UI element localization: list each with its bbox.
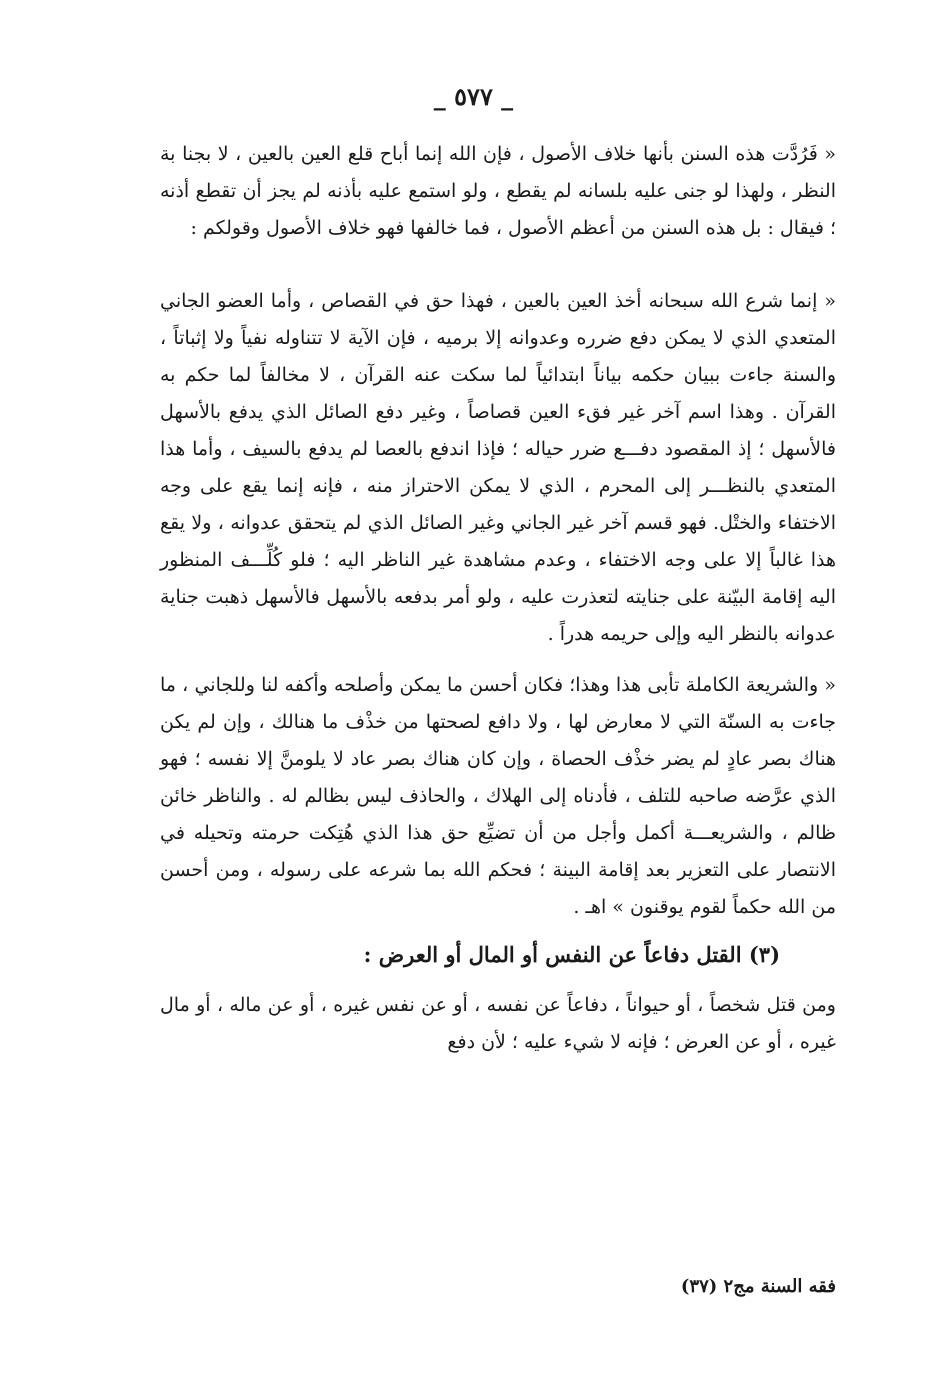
section-paragraph: ومن قتل شخصاً ، أو حيواناً ، دفاعاً عن نفسه ، أو عن نفس غيره ، أو عن ماله ، أو مال غيره ، أو عن العرض ؛ فإنه لا شيء عليه ؛ لأن دفع (160, 994, 836, 1053)
page-number: _ ٥٧٧ _ (433, 82, 514, 111)
section-heading: (٣) القتل دفاعاً عن النفس أو المال أو العرض : (363, 942, 780, 967)
paragraph-1: « فَرُدَّت هذه السنن بأنها خلاف الأصول ، فإن الله إنما أباح قلع العين بالعين ، لا بجنا بة النظر ، ولهذا لو جنى عليه بلسانه لم يقطع ، ولو استمع عليه بأذنه لم يجز أن تقطع أذنه ؛ فيقال : بل هذه السنن من أعظم الأصول ، فما خالفها فهو خلاف الأصول وقولكم : (160, 143, 836, 239)
paragraph-3: « والشريعة الكاملة تأبى هذا وهذا؛ فكان أحسن ما يمكن وأصلحه وأكفه لنا وللجاني ، ما جاءت به السنّة التي لا معارض لها ، ولا دافع لصحتها من خذْف ما هنالك ، وإن لم يكن هناك بصر عادٍ لم يضر خذْف الحصاة ، وإن كان هناك بصر عاد لا يلومنَّ إلا نفسه ؛ فهو الذي عرَّضه صاحبه للتلف ، فأدناه إلى الهلاك ، والحاذف ليس بظالم له . والناظر خائن ظالم ، والشريعـــة أكمل وأجل من أن تضيِّع حق هذا الذي هُتِكت حرمته وتحيله في الانتصار على التعزير بعد إقامة البينة ؛ فحكم الله بما شرعه على رسوله ، ومن أحسن من الله حكماً لقوم يوقنون » اهـ . (160, 674, 836, 918)
paragraph-2: « إنما شرع الله سبحانه أخذ العين بالعين ، فهذا حق في القصاص ، وأما العضو الجاني المتعدي الذي لا يمكن دفع ضرره وعدوانه إلا برميه ، فإن الآية لا تتناوله نفياً ولا إثباتاً ، والسنة جاءت ببيان حكمه بياناً ابتدائياً لما سكت عنه القرآن ، لا مخالفاً لما حكم به القرآن . وهذا اسم آخر غير فقء العين قصاصاً ، وغير دفع الصائل الذي يدفع بالأسهل فالأسهل ؛ إذ المقصود دفـــع ضرر حياله ؛ فإذا اندفع بالعصا لم يدفع بالسيف ، وأما هذا المتعدي بالنظـــر إلى المحرم ، الذي لا يمكن الاحتراز منه ، فإنه إنما يقع على وجه الاختفاء والختْل. فهو قسم آخر غير الجاني وغير الصائل الذي لم يتحقق عدوانه ، ولا يقع هذا غالباً إلا على وجه الاختفاء ، وعدم مشاهدة غير الناظر اليه ؛ فلو كُلِّـــف المنظور اليه إقامة البيّنة على جنايته لتعذرت عليه ، ولو أمر بدفعه بالأسهل فالأسهل ذهبت جناية عدوانه بالنظر اليه وإلى حريمه هدراً . (160, 290, 836, 645)
page-footer: فقه السنة مج٢ (٣٧) (680, 1276, 836, 1297)
page-body (160, 136, 836, 1061)
